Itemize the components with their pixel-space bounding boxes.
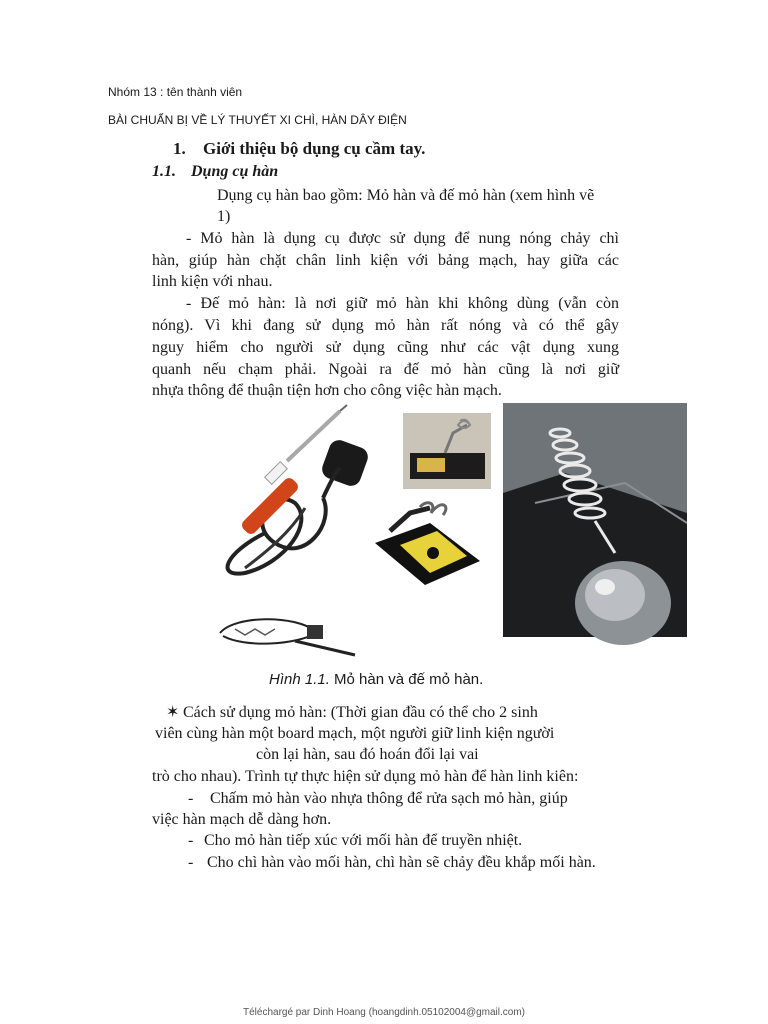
para-mohan-line-2: hàn, giúp hàn chặt chân linh kiện với bảng mạch, hay giữa các	[152, 252, 619, 269]
step-1-line-2: việc hàn mạch dễ dàng hơn.	[152, 811, 332, 828]
usage-line-3: còn lại hàn, sau đó hoán đổi lại vai	[256, 746, 479, 763]
para-mohan-line-3: linh kiện với nhau.	[152, 273, 273, 290]
iron-sketch-image	[220, 619, 355, 655]
figure-caption-label: Hình 1.1.	[269, 671, 330, 688]
usage-line-4: trò cho nhau). Trình tự thực hiện sử dụng mỏ hàn để hàn linh kiên:	[152, 768, 579, 785]
section-1-1-title: Dụng cụ hàn	[191, 163, 279, 180]
para-demohan-line-4: quanh nếu chạm phải. Ngoài ra đế mỏ hàn cũng là nơi giữ	[152, 361, 619, 378]
para-demohan-line-3: nguy hiểm cho người sử dụng cũng như các vật dụng xung	[152, 339, 619, 356]
section-1-1-number: 1.1.	[152, 163, 176, 180]
para-mohan-line-1: - Mỏ hàn là dụng cụ được sử dụng để nung nóng chảy chì	[186, 230, 619, 247]
para-demohan-line-1: - Đế mỏ hàn: là nơi giữ mỏ hàn khi không dùng (vẫn còn	[186, 295, 619, 312]
figure-soldering-tools	[205, 403, 687, 661]
para-demohan-line-2: nóng). Vì khi đang sử dụng mỏ hàn rất nóng và có thể gây	[152, 317, 619, 334]
usage-bullet: ✶	[166, 704, 180, 721]
usage-line-2: viên cùng hàn một board mạch, một người giữ linh kiện người	[155, 725, 555, 742]
figure-caption	[269, 670, 483, 690]
figure-caption-text: Mỏ hàn và đế mỏ hàn.	[329, 671, 484, 688]
step-1-line-1: Chấm mỏ hàn vào nhựa thông để rửa sạch mỏ hàn, giúp	[210, 790, 568, 807]
usage-line-1: Cách sử dụng mỏ hàn: (Thời gian đầu có thể cho 2 sinh	[183, 704, 538, 721]
group-header: Nhóm 13 : tên thành viên	[108, 85, 243, 99]
stand-sponge-image	[375, 503, 480, 585]
para-demohan-line-5: nhựa thông để thuận tiện hơn cho công việc hàn mạch.	[152, 382, 502, 399]
step-2-text: Cho mỏ hàn tiếp xúc với mối hàn để truyền nhiệt.	[204, 832, 523, 849]
document-title: BÀI CHUẨN BỊ VỀ LÝ THUYẾT XI CHÌ, HÀN DÂY ĐIỆN	[108, 113, 407, 127]
download-footer: Téléchargé par Dinh Hoang (hoangdinh.05102004@gmail.com)	[243, 1007, 525, 1018]
step-1-dash: -	[188, 790, 194, 807]
section-1-number: 1.	[173, 139, 186, 158]
intro-line-1: Dụng cụ hàn bao gồm: Mỏ hàn và đế mỏ hàn (xem hình vẽ	[217, 187, 595, 204]
intro-line-2: 1)	[217, 208, 231, 225]
figure-illustration	[205, 403, 687, 661]
step-2-dash: -	[188, 832, 194, 849]
step-3-text: Cho chì hàn vào mối hàn, chì hàn sẽ chảy đều khắp mối hàn.	[207, 854, 596, 871]
soldering-iron-image	[228, 405, 371, 574]
coil-holder-photo	[503, 403, 687, 645]
step-3-dash: -	[188, 854, 194, 871]
section-1-title: Giới thiệu bộ dụng cụ cầm tay.	[203, 139, 426, 158]
stand-photo-image	[403, 413, 491, 489]
